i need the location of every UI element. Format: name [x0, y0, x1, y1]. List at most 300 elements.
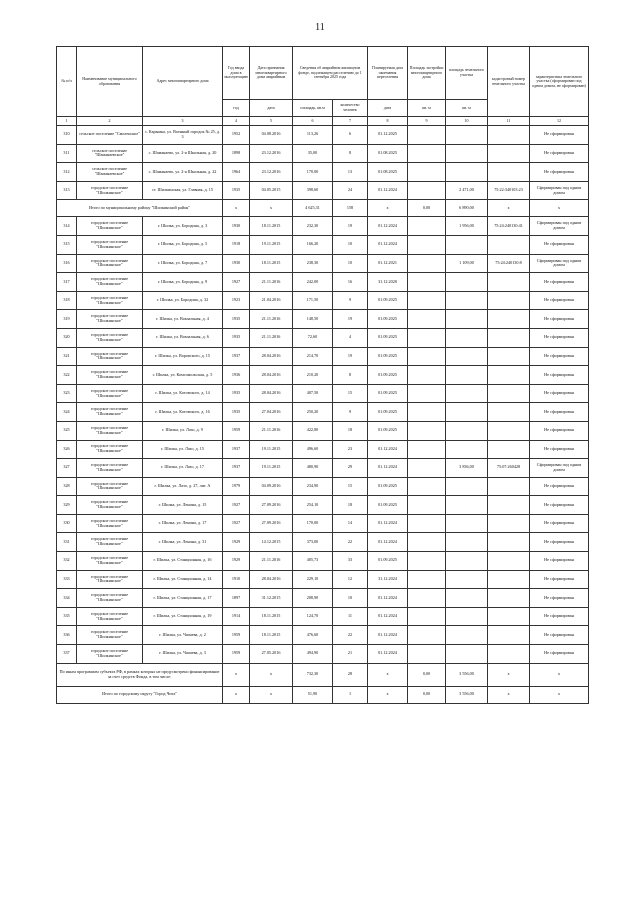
subtotal-row	[57, 200, 589, 217]
table-cell: 250,20	[293, 403, 333, 422]
table-cell: 19.11.2015	[250, 459, 293, 478]
table-cell: 8	[333, 366, 368, 385]
program-total-row	[57, 663, 589, 686]
table-cell: 317	[57, 273, 77, 292]
table-cell: 1 956,00	[446, 217, 488, 236]
table-cell: 10	[333, 589, 368, 608]
table-cell: 170,00	[293, 514, 333, 533]
col-header: Год ввода дома в эксплуатацию	[223, 47, 250, 100]
table-cell: городское поселение "Шилкинское"	[77, 328, 143, 347]
table-cell: 1935	[223, 181, 250, 200]
table-cell: 314	[57, 217, 77, 236]
table-cell: городское поселение "Шилкинское"	[77, 366, 143, 385]
table-cell	[488, 440, 530, 459]
table-cell: 1935	[223, 403, 250, 422]
table-cell: 15	[333, 384, 368, 403]
table-cell	[408, 496, 446, 515]
table-cell: 75:22:340103:23	[488, 181, 530, 200]
table-cell: 01.12.2021	[368, 254, 408, 273]
table-cell: 33	[333, 552, 368, 571]
table-row	[57, 310, 589, 329]
table-cell	[488, 570, 530, 589]
table-cell: Не сформирован	[530, 626, 589, 645]
table-cell	[408, 126, 446, 145]
table-cell: 75:07:260428	[488, 459, 530, 478]
table-cell: 1937	[223, 459, 250, 478]
table-cell: Не сформирован	[530, 328, 589, 347]
table-cell: с. Шаманаево, ул. 2-я Школьная, д. 20	[143, 144, 223, 163]
col-number: 11	[488, 117, 530, 126]
table-cell: 1 109,00	[446, 254, 488, 273]
table-cell	[446, 310, 488, 329]
table-cell	[408, 163, 446, 182]
table-cell: 1927	[223, 496, 250, 515]
table-cell: 1959	[223, 645, 250, 664]
table-cell	[488, 477, 530, 496]
table-cell	[408, 291, 446, 310]
table-cell: городское поселение "Шилкинское"	[77, 459, 143, 478]
table-cell: 330	[57, 514, 77, 533]
table-cell: городское поселение "Шилкинское"	[77, 589, 143, 608]
table-cell: г. Шилка, ул. Бородина, д. 5	[143, 235, 223, 254]
col-number: 9	[408, 117, 446, 126]
table-cell: 476,60	[293, 626, 333, 645]
table-cell	[488, 235, 530, 254]
table-cell: 3 836,00	[446, 459, 488, 478]
table-cell: 332	[57, 552, 77, 571]
table-row	[57, 607, 589, 626]
table-cell: 21.04.2016	[250, 291, 293, 310]
table-cell: 1959	[223, 421, 250, 440]
table-cell	[408, 514, 446, 533]
table-cell: городское поселение "Шилкинское"	[77, 477, 143, 496]
table-cell: г. Шилка, ул. Ленина, д. 31	[143, 533, 223, 552]
table-cell: 27.09.2016	[250, 514, 293, 533]
table-row	[57, 533, 589, 552]
table-cell	[488, 328, 530, 347]
table-cell: городское поселение "Шилкинское"	[77, 217, 143, 236]
table-cell: г. Шилка, ул. Лазо, д. 27, лит. А	[143, 477, 223, 496]
table-cell: 124,70	[293, 607, 333, 626]
col-header: кадастровый номер земельного участка	[488, 47, 530, 117]
total-cell: Итого по городскому округу "Город Чита"	[57, 686, 223, 703]
header-row-titles	[57, 47, 589, 100]
unit-header: дата	[250, 100, 293, 117]
table-cell: городское поселение "Шилкинское"	[77, 291, 143, 310]
table-row	[57, 403, 589, 422]
table-cell: 242,00	[293, 273, 333, 292]
table-cell: 28.04.2016	[250, 347, 293, 366]
total-cell: 0,00	[408, 663, 446, 686]
table-cell: г. Шилка, ул. Лазо, д. 9	[143, 421, 223, 440]
table-cell: 327	[57, 459, 77, 478]
table-row	[57, 589, 589, 608]
table-cell: 01.12.2024	[368, 514, 408, 533]
table-cell: 335	[57, 607, 77, 626]
table-cell	[408, 552, 446, 571]
table-row	[57, 459, 589, 478]
table-cell: г. Шилка, ул. Станционная, д. 19	[143, 607, 223, 626]
table-cell: 01.12.2024	[368, 181, 408, 200]
table-cell	[408, 328, 446, 347]
table-cell	[408, 254, 446, 273]
table-cell: Не сформирован	[530, 533, 589, 552]
table-row	[57, 126, 589, 145]
table-cell	[488, 291, 530, 310]
table-cell: 01.09.2025	[368, 403, 408, 422]
table-row	[57, 181, 589, 200]
table-cell: 1964	[223, 163, 250, 182]
table-cell: 234,90	[293, 477, 333, 496]
table-cell: 208,90	[293, 589, 333, 608]
housing-registry-table	[56, 46, 589, 704]
total-cell: х	[530, 200, 589, 217]
table-cell: 01.12.2024	[368, 589, 408, 608]
table-cell: ст. Шилкинская, ул. Главная, д. 15	[143, 181, 223, 200]
table-cell: 04.09.2016	[250, 477, 293, 496]
table-cell: городское поселение "Шилкинское"	[77, 514, 143, 533]
col-header: Планируемая дата окончания переселения	[368, 47, 408, 100]
table-cell: 18.11.2015	[250, 607, 293, 626]
table-cell: 75:24:240130:8	[488, 254, 530, 273]
table-cell	[446, 126, 488, 145]
table-cell: г. Шилка, ул. Ленина, д. 17	[143, 514, 223, 533]
col-number: 10	[446, 117, 488, 126]
table-cell: г. Шилка, ул. Котовского, д. 16	[143, 403, 223, 422]
table-row	[57, 384, 589, 403]
col-number: 12	[530, 117, 589, 126]
table-cell: 23.12.2016	[250, 163, 293, 182]
total-cell: х	[488, 200, 530, 217]
table-cell: 210,20	[293, 366, 333, 385]
table-cell: Не сформирован	[530, 347, 589, 366]
table-cell	[446, 347, 488, 366]
table-row	[57, 514, 589, 533]
table-cell: городское поселение "Шилкинское"	[77, 273, 143, 292]
city-total-row	[57, 686, 589, 703]
table-cell: Не сформирован	[530, 403, 589, 422]
table-cell: 1898	[223, 144, 250, 163]
table-cell: Не сформирован	[530, 366, 589, 385]
table-cell	[446, 328, 488, 347]
table-cell	[488, 144, 530, 163]
table-cell: 21	[333, 645, 368, 664]
table-cell: 1914	[223, 607, 250, 626]
table-cell	[488, 626, 530, 645]
table-cell: 01.09.2025	[368, 328, 408, 347]
table-cell: Не сформирован	[530, 235, 589, 254]
table-cell: 496,60	[293, 440, 333, 459]
table-cell: 422,80	[293, 421, 333, 440]
table-cell: 373,00	[293, 533, 333, 552]
table-cell	[408, 459, 446, 478]
table-cell	[446, 291, 488, 310]
table-cell: 28.04.2016	[250, 366, 293, 385]
table-cell: 318	[57, 291, 77, 310]
table-cell	[488, 163, 530, 182]
page-number: 11	[315, 22, 325, 33]
table-cell: 19.11.2015	[250, 440, 293, 459]
table-cell	[408, 570, 446, 589]
total-cell: х	[368, 663, 408, 686]
table-cell: 04.08.2016	[250, 126, 293, 145]
table-cell: 01.08.2025	[368, 163, 408, 182]
table-cell: 18.11.2015	[250, 626, 293, 645]
unit-header: кв. м	[408, 100, 446, 117]
table-cell: городское поселение "Шилкинское"	[77, 440, 143, 459]
table-cell: г. Шилка, ул. Станционная, д. 14	[143, 570, 223, 589]
unit-header: кв. м	[446, 100, 488, 117]
table-cell: 1930	[223, 254, 250, 273]
table-cell: городское поселение "Шилкинское"	[77, 645, 143, 664]
table-cell	[488, 126, 530, 145]
table-cell: 18	[333, 496, 368, 515]
col-number: 1	[57, 117, 77, 126]
table-cell	[446, 514, 488, 533]
table-cell: 1910	[223, 570, 250, 589]
table-cell: 8	[333, 144, 368, 163]
table-cell	[446, 273, 488, 292]
table-cell	[408, 217, 446, 236]
table-cell: городское поселение "Шилкинское"	[77, 181, 143, 200]
table-cell: г. Шилка, ул. Станционная, д. 16	[143, 552, 223, 571]
table-cell: г. Шилка, ул. Вокзальная, д. 6	[143, 328, 223, 347]
table-cell: 1929	[223, 533, 250, 552]
table-row	[57, 217, 589, 236]
table-cell	[488, 496, 530, 515]
table-cell: 29	[333, 459, 368, 478]
table-cell: г. Шилка, ул. Котовского, д. 14	[143, 384, 223, 403]
table-cell: 23	[333, 440, 368, 459]
table-cell: Не сформирован	[530, 163, 589, 182]
table-cell: 337	[57, 645, 77, 664]
table-row	[57, 645, 589, 664]
table-cell: 329	[57, 496, 77, 515]
table-cell	[446, 607, 488, 626]
table-cell	[446, 645, 488, 664]
table-cell: 324	[57, 403, 77, 422]
table-cell: 320	[57, 328, 77, 347]
table-cell: 01.09.2025	[368, 310, 408, 329]
table-cell: 336	[57, 626, 77, 645]
table-cell: 22	[333, 533, 368, 552]
table-cell: 24	[333, 181, 368, 200]
table-cell	[446, 552, 488, 571]
table-cell	[488, 645, 530, 664]
table-cell: Сформирован под одним домом	[530, 181, 589, 200]
col-header: характеристика земельного участка (сформирован под одним домом, не сформирован)	[530, 47, 589, 117]
col-header: Наименование муниципального образования	[77, 47, 143, 117]
table-cell: 27.04.2016	[250, 403, 293, 422]
table-cell: 316	[57, 254, 77, 273]
table-cell	[408, 626, 446, 645]
table-cell: 72,60	[293, 328, 333, 347]
table-cell	[408, 440, 446, 459]
table-cell: 254,10	[293, 496, 333, 515]
table-cell	[408, 235, 446, 254]
table-cell	[488, 347, 530, 366]
total-cell: х	[530, 663, 589, 686]
table-cell: 04.05.2015	[250, 181, 293, 200]
table-cell: 01.09.2025	[368, 366, 408, 385]
table-cell: Не сформирован	[530, 477, 589, 496]
table-cell: городское поселение "Шилкинское"	[77, 403, 143, 422]
table-cell: г. Шилка, ул. Вокзальная, д. 4	[143, 310, 223, 329]
table-cell	[446, 366, 488, 385]
table-cell	[408, 347, 446, 366]
table-cell: 01.12.2024	[368, 440, 408, 459]
table-cell: 22	[333, 626, 368, 645]
table-cell	[408, 273, 446, 292]
table-cell: 01.12.2024	[368, 217, 408, 236]
table-cell	[408, 607, 446, 626]
table-row	[57, 144, 589, 163]
table-cell: 28.04.2016	[250, 384, 293, 403]
table-cell	[446, 144, 488, 163]
table-cell: 232,30	[293, 217, 333, 236]
total-cell: По иным программам субъекта РФ, в рамках которых не предусмотрено финансирование за счет средств Фонда, в том числе:	[57, 663, 223, 686]
table-cell	[408, 533, 446, 552]
total-cell: х	[530, 686, 589, 703]
table-cell: 326	[57, 440, 77, 459]
table-cell	[446, 477, 488, 496]
col-number: 4	[223, 117, 250, 126]
table-cell: 229,10	[293, 570, 333, 589]
total-cell: х	[368, 686, 408, 703]
table-cell: 19	[333, 217, 368, 236]
table-cell: г. Шилка, ул. Станционная, д. 17	[143, 589, 223, 608]
table-cell	[488, 403, 530, 422]
table-cell: 398,60	[293, 181, 333, 200]
table-cell: 4	[333, 328, 368, 347]
table-cell: 12	[333, 570, 368, 589]
total-cell: 0,00	[408, 200, 446, 217]
total-cell: х	[223, 200, 250, 217]
col-number: 6	[293, 117, 333, 126]
table-cell	[408, 403, 446, 422]
table-cell: с. Шаманаево, ул. 2-я Школьная, д. 22	[143, 163, 223, 182]
table-cell	[488, 421, 530, 440]
table-cell	[446, 496, 488, 515]
table-cell: Сформирован под одним домом	[530, 459, 589, 478]
table-cell: г. Шилка, ул. Чапаева, д. 2	[143, 626, 223, 645]
table-cell: Не сформирован	[530, 384, 589, 403]
table-cell	[408, 645, 446, 664]
table-row	[57, 235, 589, 254]
table-cell: г. Шилка, ул. Комсомольская, д. 5	[143, 366, 223, 385]
table-cell: 31.12.2015	[250, 589, 293, 608]
table-cell: 328	[57, 477, 77, 496]
table-cell: городское поселение "Шилкинское"	[77, 310, 143, 329]
table-row	[57, 366, 589, 385]
table-cell: 27.09.2016	[250, 496, 293, 515]
table-cell: 1935	[223, 328, 250, 347]
total-cell: 158	[333, 200, 368, 217]
table-row	[57, 440, 589, 459]
table-cell: г. Шилка, ул. Бородина, д. 9	[143, 273, 223, 292]
table-cell: 19	[333, 347, 368, 366]
table-row	[57, 347, 589, 366]
total-cell: 1	[333, 686, 368, 703]
table-cell	[446, 440, 488, 459]
col-number: 3	[143, 117, 223, 126]
table-cell	[446, 589, 488, 608]
table-cell: 18.11.2015	[250, 254, 293, 273]
table-row	[57, 570, 589, 589]
table-cell: 75:24:240130:41	[488, 217, 530, 236]
table-cell: городское поселение "Шилкинское"	[77, 254, 143, 273]
table-cell: 31.12.2020	[368, 273, 408, 292]
table-cell: 21.11.2016	[250, 328, 293, 347]
table-cell: Не сформирован	[530, 496, 589, 515]
total-cell: 51,90	[293, 686, 333, 703]
table-cell: 238,30	[293, 254, 333, 273]
table-cell	[446, 384, 488, 403]
table-cell: 01.12.2025	[368, 126, 408, 145]
table-cell: 325	[57, 421, 77, 440]
table-cell: 1930	[223, 217, 250, 236]
total-cell: х	[368, 200, 408, 217]
table-cell	[408, 384, 446, 403]
total-cell: х	[223, 663, 250, 686]
table-cell: с. Карымка, ул. Военный городок № 25, д. 3	[143, 126, 223, 145]
table-cell: городское поселение "Шилкинское"	[77, 347, 143, 366]
table-cell: 18	[333, 421, 368, 440]
table-cell: Не сформирован	[530, 421, 589, 440]
table-cell: сельское поселение "Шаманаевское"	[77, 163, 143, 182]
table-cell	[488, 384, 530, 403]
table-cell: 01.09.2025	[368, 496, 408, 515]
table-cell: 171,50	[293, 291, 333, 310]
unit-header: дата	[368, 100, 408, 117]
table-cell: Не сформирован	[530, 440, 589, 459]
table-cell: Не сформирован	[530, 126, 589, 145]
table-cell: 315	[57, 235, 77, 254]
table-cell	[488, 514, 530, 533]
table-cell: городское поселение "Шилкинское"	[77, 384, 143, 403]
table-cell	[488, 607, 530, 626]
table-row	[57, 496, 589, 515]
table-cell: 310	[57, 126, 77, 145]
table-cell: 9	[333, 403, 368, 422]
col-header: Сведения об аварийном жилищном фонде, подлежащем расселению до 1 сентября 2025 года	[293, 47, 368, 100]
table-cell: 35,00	[293, 144, 333, 163]
table-cell: 01.09.2025	[368, 552, 408, 571]
total-cell: Итого по муниципальному району "Шилкинский район"	[57, 200, 223, 217]
table-cell: 1979	[223, 477, 250, 496]
total-cell: 732,30	[293, 663, 333, 686]
table-cell	[446, 421, 488, 440]
table-cell: Не сформирован	[530, 607, 589, 626]
table-cell: 10	[333, 235, 368, 254]
table-cell: 1952	[223, 126, 250, 145]
table-cell: городское поселение "Шилкинское"	[77, 552, 143, 571]
table-cell	[488, 273, 530, 292]
table-cell: 19.11.2015	[250, 235, 293, 254]
table-cell: 170,00	[293, 163, 333, 182]
table-cell: 333	[57, 570, 77, 589]
table-cell: 214,70	[293, 347, 333, 366]
table-cell: г. Шилка, ул. Бородина, д. 7	[143, 254, 223, 273]
table-cell	[488, 533, 530, 552]
table-cell: Сформирован под одним домом	[530, 254, 589, 273]
table-cell: 321	[57, 347, 77, 366]
table-cell: 166,20	[293, 235, 333, 254]
table-cell	[488, 366, 530, 385]
table-cell: городское поселение "Шилкинское"	[77, 607, 143, 626]
table-cell	[488, 552, 530, 571]
table-cell: 2 471,00	[446, 181, 488, 200]
